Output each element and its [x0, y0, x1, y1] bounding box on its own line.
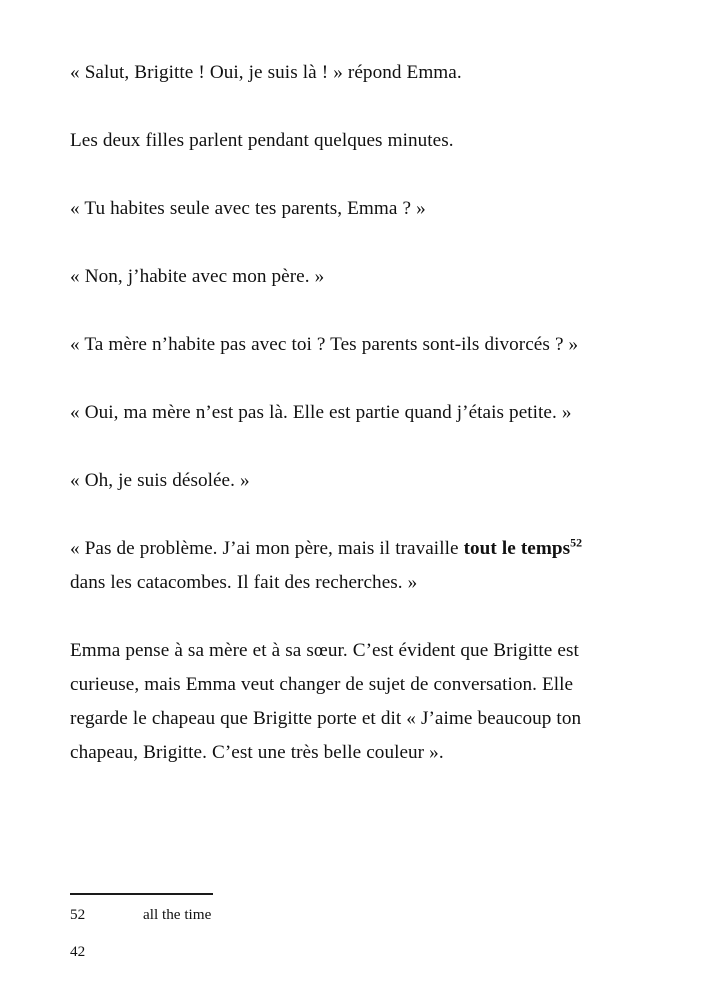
- footnote-reference-52[interactable]: 52: [570, 535, 583, 550]
- paragraph-dialogue-salut: « Salut, Brigitte ! Oui, je suis là ! » répond Emma.: [70, 62, 462, 83]
- paragraph-lead-text: « Pas de problème. J’ai mon père, mais il travaille: [70, 538, 464, 559]
- body-text-column: [70, 56, 618, 770]
- footnote-separator-rule: [70, 893, 213, 895]
- paragraph-dialogue-pas-de-probleme: [70, 532, 618, 600]
- footnote-text: all the time: [143, 906, 212, 923]
- page-number: 42: [70, 943, 86, 960]
- paragraph-dialogue-tu-habites: « Tu habites seule avec tes parents, Emma ? »: [70, 198, 426, 219]
- paragraph-tail-text: dans les catacombes. Il fait des recherches. »: [70, 572, 418, 593]
- paragraph-narration-deux-filles: Les deux filles parlent pendant quelques minutes.: [70, 130, 454, 151]
- footnote-entry: [70, 904, 630, 926]
- paragraph-narration-emma-pense: Emma pense à sa mère et à sa sœur. C’est évident que Brigitte est curieuse, mais Emma veut changer de sujet de conversation. Elle regarde le chapeau que Brigitte porte et dit « J’aime beaucoup ton chapeau, Brigitte. C’est une très belle couleur ».: [70, 640, 582, 763]
- paragraph-dialogue-non-jhabite: « Non, j’habite avec mon père. »: [70, 266, 325, 287]
- paragraph-dialogue-oui-ma-mere: « Oui, ma mère n’est pas là. Elle est partie quand j’étais petite. »: [70, 402, 572, 423]
- footnote-number: 52: [70, 906, 86, 923]
- bold-phrase-tout-le-temps: tout le temps: [463, 538, 571, 559]
- paragraph-dialogue-oh-desolee: « Oh, je suis désolée. »: [70, 470, 250, 491]
- paragraph-dialogue-ta-mere: « Ta mère n’habite pas avec toi ? Tes parents sont-ils divorcés ? »: [70, 334, 579, 355]
- footnote-area: [70, 893, 630, 926]
